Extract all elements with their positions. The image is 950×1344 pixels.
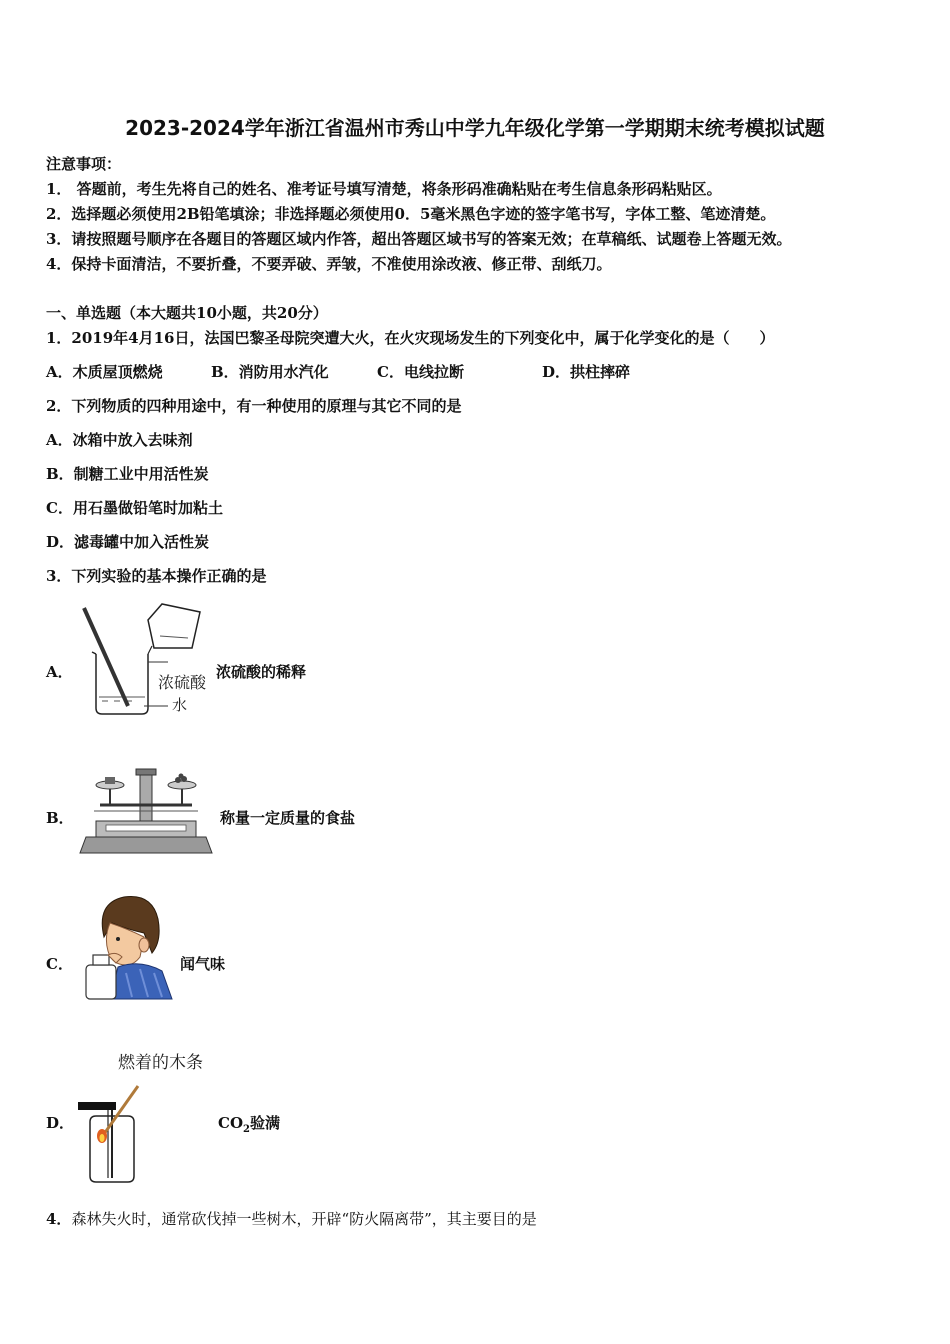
q2-option-b: B．制糖工业中用活性炭 bbox=[46, 465, 209, 483]
q3-option-a-label: A． bbox=[46, 663, 73, 681]
figure-label-water: 水 bbox=[172, 696, 188, 714]
section-heading: 一、单选题（本大题共10小题，共20分） bbox=[46, 304, 328, 322]
q3-option-c-caption: 闻气味 bbox=[180, 955, 226, 973]
q2-option-a: A．冰箱中放入去味剂 bbox=[46, 431, 193, 449]
q3-option-d-caption bbox=[218, 1112, 280, 1135]
notice-item-2: 2．选择题必须使用2B铅笔填涂；非选择题必须使用0．5毫米黑色字迹的签字笔书写，字体工整、笔迹清楚。 bbox=[46, 205, 776, 223]
notice-heading: 注意事项： bbox=[46, 155, 122, 173]
co2-caption-tail: 验满 bbox=[249, 1114, 280, 1132]
dilution-figure bbox=[78, 602, 218, 720]
q2-option-c: C．用石墨做铅笔时加粘土 bbox=[46, 499, 223, 517]
co2-test-figure bbox=[76, 1046, 216, 1188]
q1-option-d: D．拱柱摔碎 bbox=[542, 363, 631, 381]
co2-caption-main: CO bbox=[218, 1114, 244, 1132]
q4-stem-line bbox=[46, 1208, 537, 1229]
q2-option-d: D．滤毒罐中加入活性炭 bbox=[46, 533, 210, 551]
notice-item-1: 1． 答题前，考生先将自己的姓名、准考证号填写清楚，将条形码准确粘贴在考生信息条形码粘贴区。 bbox=[46, 180, 722, 198]
q1-option-b: B．消防用水汽化 bbox=[211, 363, 329, 381]
q4-number: 4． bbox=[46, 1210, 72, 1228]
q2-stem: 2．下列物质的四种用途中，有一种使用的原理与其它不同的是 bbox=[46, 397, 462, 415]
notice-item-3: 3．请按照题号顺序在各题目的答题区域内作答，超出答题区域书写的答案无效；在草稿纸、试题卷上答题无效。 bbox=[46, 230, 792, 248]
page-title: 2023-2024学年浙江省温州市秀山中学九年级化学第一学期期末统考模拟试题 bbox=[125, 116, 825, 140]
figure-label-concentrated-acid: 浓硫酸 bbox=[158, 673, 207, 692]
q3-option-b-caption: 称量一定质量的食盐 bbox=[220, 809, 356, 827]
co2-caption-subscript: 2 bbox=[243, 1124, 250, 1135]
q3-option-a-caption: 浓硫酸的稀释 bbox=[216, 663, 307, 681]
q1-option-a: A．木质屋顶燃烧 bbox=[46, 363, 163, 381]
q3-stem: 3．下列实验的基本操作正确的是 bbox=[46, 567, 267, 585]
q3-option-b-label: B． bbox=[46, 809, 74, 827]
figure-label-burning-stick: 燃着的木条 bbox=[118, 1053, 203, 1073]
smelling-figure bbox=[82, 893, 178, 1003]
q1-option-c: C．电线拉断 bbox=[377, 363, 464, 381]
q1-stem: 1．2019年4月16日，法国巴黎圣母院突遭大火，在火灾现场发生的下列变化中，属于化学变化的是（ ） bbox=[46, 329, 775, 347]
q3-option-c-label: C． bbox=[46, 955, 73, 973]
balance-figure bbox=[76, 765, 216, 859]
q3-option-d-label: D． bbox=[46, 1114, 75, 1132]
notice-item-4: 4．保持卡面清洁，不要折叠，不要弄破、弄皱，不准使用涂改液、修正带、刮纸刀。 bbox=[46, 255, 612, 273]
q4-stem: 森林失火时，通常砍伐掉一些树木，开辟“防火隔离带”，其主要目的是 bbox=[71, 1210, 537, 1228]
